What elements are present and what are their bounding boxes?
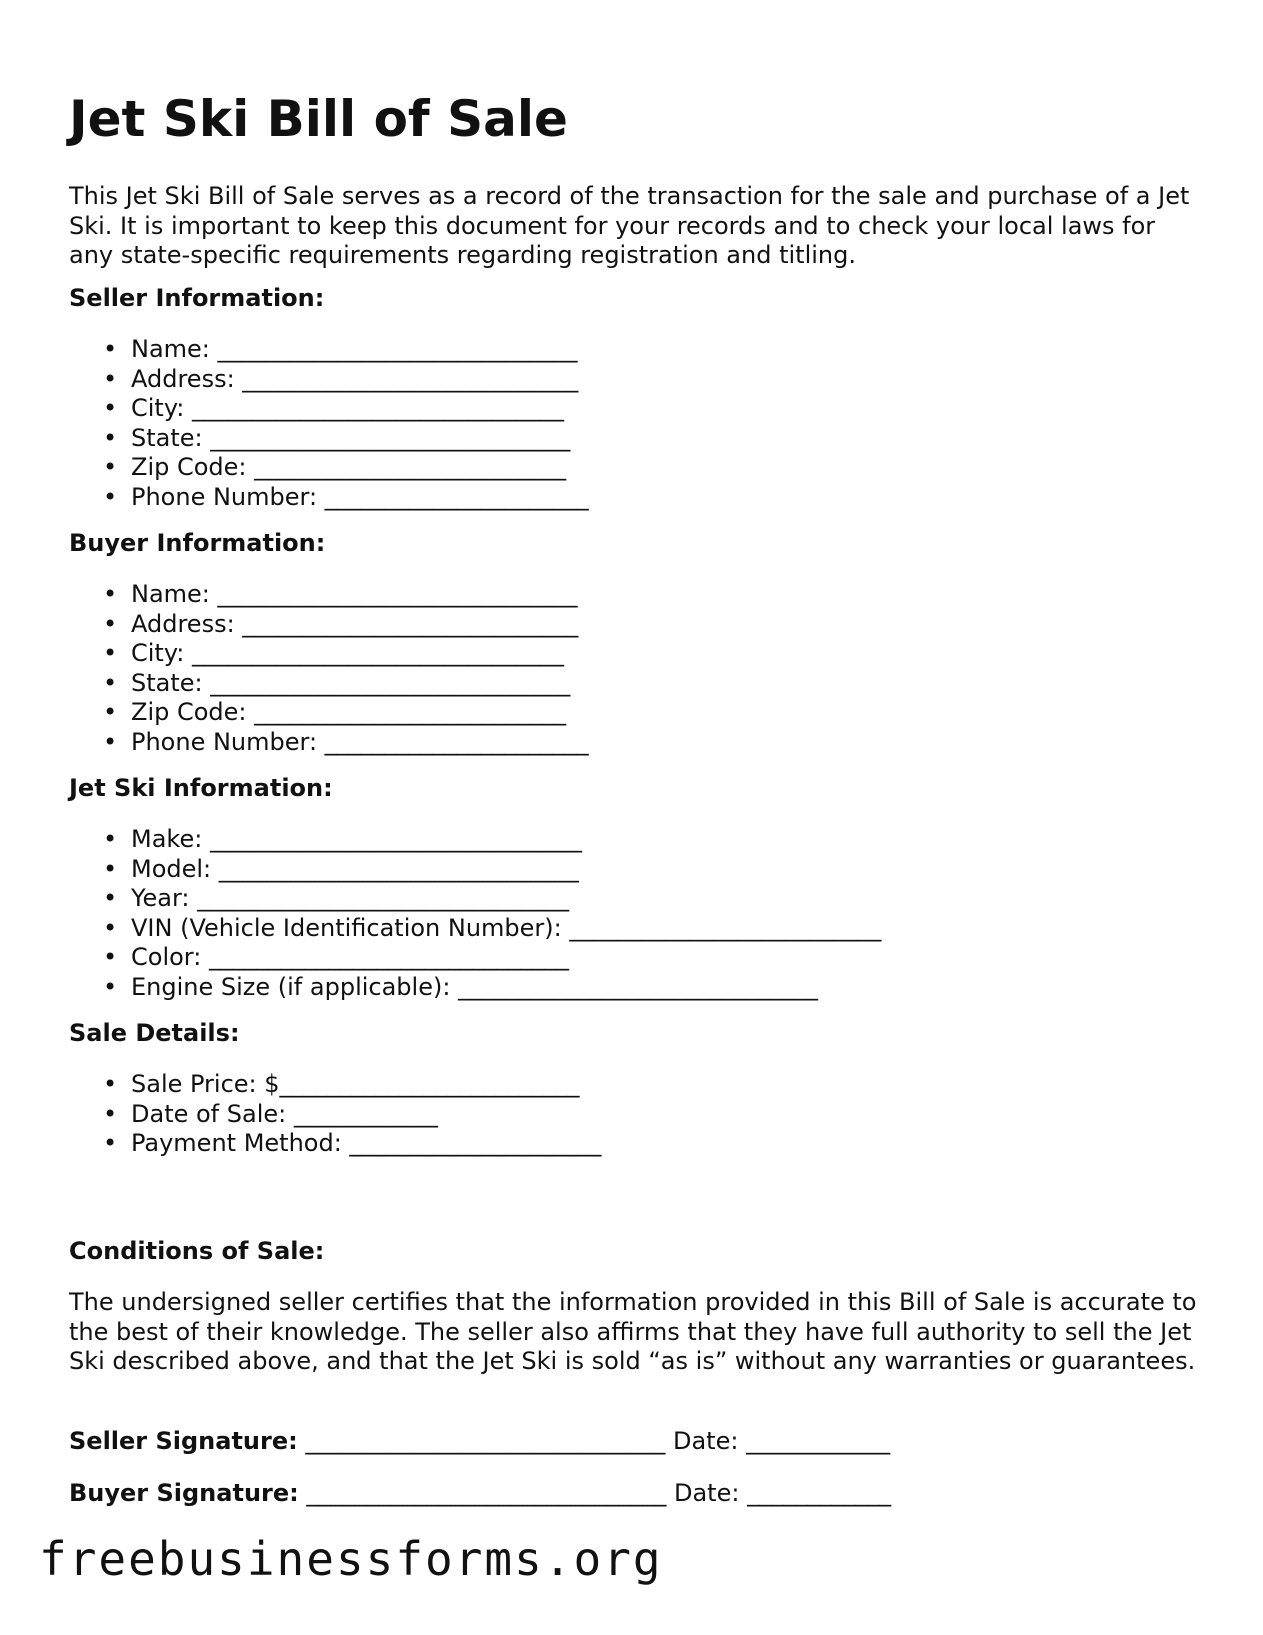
conditions-paragraph: The undersigned seller certifies that the information provided in this Bill of Sale is accurate to the best of their knowledge. The seller also affirms that they have full authority to sell the Jet Ski described above, and that the Jet Ski is sold “as is” without any warranties or guarantees. [69, 1288, 1197, 1375]
seller-name-field[interactable]: • Name: ______________________________ [69, 335, 589, 365]
sale-date-field[interactable]: • Date of Sale: ____________ [69, 1100, 601, 1130]
intro-paragraph: This Jet Ski Bill of Sale serves as a record of the transaction for the sale and purchase of a Jet Ski. It is important to keep this document for your records and to check your local laws for any state-specific requirements regarding registration and titling. [69, 182, 1190, 269]
buyer-zip-field[interactable]: • Zip Code: __________________________ [69, 698, 589, 728]
seller-signature-label: Seller Signature: [69, 1427, 298, 1455]
buyer-city-field[interactable]: • City: _______________________________ [69, 639, 589, 669]
buyer-address-field[interactable]: • Address: ____________________________ [69, 610, 589, 640]
seller-zip-field[interactable]: • Zip Code: __________________________ [69, 453, 589, 483]
seller-city-field[interactable]: • City: _______________________________ [69, 394, 589, 424]
buyer-fields [69, 580, 589, 757]
jetski-vin-field[interactable]: • VIN (Vehicle Identification Number): __________________________ [69, 914, 881, 944]
seller-state-field[interactable]: • State: ______________________________ [69, 424, 589, 454]
sale-fields [69, 1070, 601, 1159]
jetski-year-field[interactable]: • Year: _______________________________ [69, 884, 881, 914]
buyer-phone-field[interactable]: • Phone Number: ______________________ [69, 728, 589, 758]
sale-price-field[interactable]: • Sale Price: $_________________________ [69, 1070, 601, 1100]
conditions-heading: Conditions of Sale: [69, 1237, 325, 1265]
buyer-state-field[interactable]: • State: ______________________________ [69, 669, 589, 699]
jetski-heading: Jet Ski Information: [69, 774, 333, 802]
document-title: Jet Ski Bill of Sale [69, 90, 568, 148]
seller-heading: Seller Information: [69, 284, 325, 312]
buyer-heading: Buyer Information: [69, 529, 326, 557]
payment-method-field[interactable]: • Payment Method: _____________________ [69, 1129, 601, 1159]
seller-phone-field[interactable]: • Phone Number: ______________________ [69, 483, 589, 513]
brand-watermark: freebusinessforms.org [39, 1532, 663, 1586]
jetski-color-field[interactable]: • Color: ______________________________ [69, 943, 881, 973]
buyer-signature-line[interactable]: ______________________________ Date: ____________ [298, 1479, 892, 1507]
buyer-signature-row[interactable] [69, 1478, 891, 1508]
buyer-signature-label: Buyer Signature: [69, 1479, 299, 1507]
jetski-engine-size-field[interactable]: • Engine Size (if applicable): ______________________________ [69, 973, 881, 1003]
sale-heading: Sale Details: [69, 1019, 240, 1047]
seller-fields [69, 335, 589, 512]
buyer-name-field[interactable]: • Name: ______________________________ [69, 580, 589, 610]
seller-signature-row[interactable] [69, 1426, 890, 1456]
jetski-fields [69, 825, 881, 1002]
jetski-model-field[interactable]: • Model: ______________________________ [69, 855, 881, 885]
jetski-make-field[interactable]: • Make: _______________________________ [69, 825, 881, 855]
seller-signature-line[interactable]: ______________________________ Date: ____________ [297, 1427, 891, 1455]
seller-address-field[interactable]: • Address: ____________________________ [69, 365, 589, 395]
